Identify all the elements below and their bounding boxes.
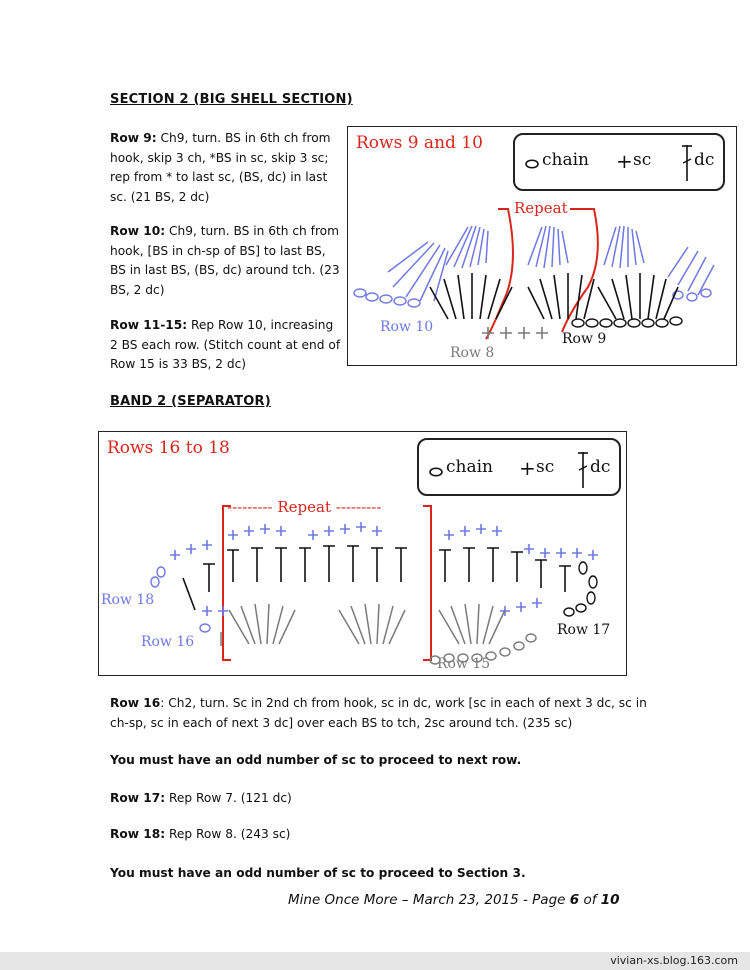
footer-total: 10 bbox=[600, 892, 620, 908]
row-18-label: Row 18: bbox=[110, 827, 166, 841]
row-18-text: Rep Row 8. (243 sc) bbox=[165, 827, 291, 841]
legend-2-chain: chain bbox=[446, 457, 493, 477]
label-row-15: Row 15 bbox=[437, 656, 491, 672]
footer-text: Mine Once More – March 23, 2015 - Page bbox=[288, 892, 570, 908]
row-10-instruction bbox=[110, 222, 342, 300]
odd-sc-note-2: You must have an odd number of sc to proceed to Section 3. bbox=[110, 866, 526, 880]
legend-chain: chain bbox=[542, 150, 589, 170]
chart-title: Rows 9 and 10 bbox=[356, 133, 483, 153]
chart-rows-9-10 bbox=[347, 126, 737, 366]
watermark-text: vivian-xs.blog.163.com bbox=[610, 954, 738, 967]
chart-2-title: Rows 16 to 18 bbox=[107, 438, 230, 458]
label-row-8: Row 8 bbox=[450, 345, 495, 361]
legend-2-dc: dc bbox=[590, 457, 611, 477]
row-11-15-instruction bbox=[110, 316, 342, 375]
legend-sc: sc bbox=[633, 150, 652, 170]
watermark-bar bbox=[0, 952, 750, 970]
row-9-instruction bbox=[110, 129, 342, 207]
band-heading: BAND 2 (SEPARATOR) bbox=[110, 394, 271, 409]
row-9-text: Ch9, turn. BS in 6th ch from hook, skip 3 ch, *BS in sc, skip 3 sc; rep from * to last sc, (BS, dc) in last sc. (21 BS, 2 dc) bbox=[110, 131, 331, 204]
row-10-label: Row 10: bbox=[110, 224, 166, 238]
legend-dc: dc bbox=[694, 150, 715, 170]
section-heading: SECTION 2 (BIG SHELL SECTION) bbox=[110, 92, 353, 107]
row-18-instruction bbox=[110, 825, 290, 845]
sc-icon: + bbox=[519, 456, 536, 480]
page-footer bbox=[288, 892, 620, 908]
row-10-text: Ch9, turn. BS in 6th ch from hook, [BS in ch-sp of BS] to last BS, BS in last BS, (BS, dc) around tch. (23 BS, 2 dc) bbox=[110, 224, 340, 297]
row-11-label: Row 11-15: bbox=[110, 318, 188, 332]
row-9-label: Row 9: bbox=[110, 131, 157, 145]
row-11-text: Rep Row 10, increasing 2 BS each row. (Stitch count at end of Row 15 is 33 BS, 2 dc) bbox=[110, 318, 341, 371]
row-16-text: : Ch2, turn. Sc in 2nd ch from hook, sc in dc, work [sc in each of next 3 dc, sc in ch-sp, sc in each of next 3 dc] over each BS to tch, 2sc around tch. (235 sc) bbox=[110, 696, 647, 730]
repeat-label-2: --------- Repeat --------- bbox=[227, 498, 382, 516]
label-row-16: Row 16 bbox=[141, 634, 195, 650]
legend-2-sc: sc bbox=[536, 457, 555, 477]
chart-rows-16-18 bbox=[98, 431, 627, 676]
label-row-9: Row 9 bbox=[562, 331, 607, 347]
row-17-text: Rep Row 7. (121 dc) bbox=[165, 791, 292, 805]
footer-page: 6 bbox=[569, 892, 580, 908]
label-row-17: Row 17 bbox=[557, 622, 611, 638]
row-16-instruction bbox=[110, 694, 650, 733]
sc-icon: + bbox=[616, 149, 633, 173]
label-row-10: Row 10 bbox=[380, 319, 434, 335]
odd-sc-note-1: You must have an odd number of sc to proceed to next row. bbox=[110, 753, 522, 767]
footer-of: of bbox=[579, 892, 601, 908]
label-row-18: Row 18 bbox=[101, 592, 155, 608]
row-16-label: Row 16 bbox=[110, 696, 161, 710]
row-17-label: Row 17: bbox=[110, 791, 166, 805]
row-17-instruction bbox=[110, 789, 292, 809]
repeat-label: Repeat bbox=[514, 199, 568, 217]
